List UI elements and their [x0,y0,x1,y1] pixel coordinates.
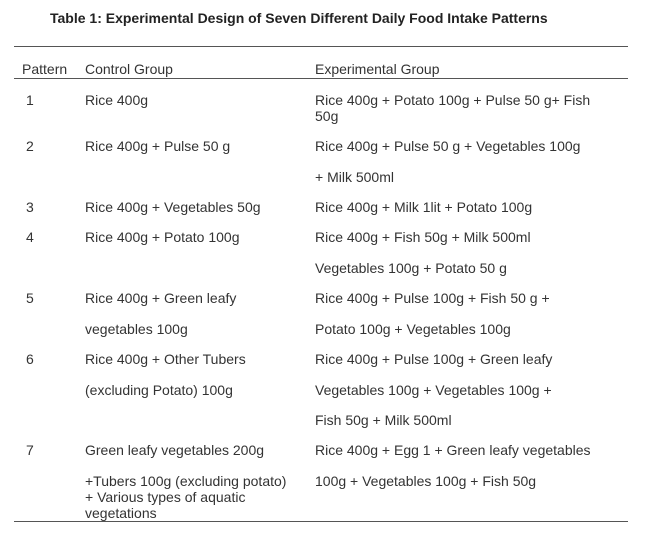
row-4-experimental-line-2: Vegetables 100g + Potato 50 g [315,260,507,276]
row-4-control-line-1: Rice 400g + Potato 100g [85,229,240,245]
row-4-experimental-line-1: Rice 400g + Fish 50g + Milk 500ml [315,229,531,245]
table-top-rule [14,46,628,47]
row-1-control-line-1: Rice 400g [85,92,149,108]
row-1-experimental-line-2: 50g [315,108,339,124]
row-5-experimental-line-2: Potato 100g + Vegetables 100g [315,321,511,337]
row-7-pattern: 7 [26,442,34,458]
row-7-control-line-3: + Various types of aquatic [85,489,246,505]
row-2-experimental-line-1: Rice 400g + Pulse 50 g + Vegetables 100g [315,138,581,154]
row-2-experimental-line-2: + Milk 500ml [315,169,394,185]
row-3-experimental-line-1: Rice 400g + Milk 1lit + Potato 100g [315,199,533,215]
row-7-control-line-4: vegetations [85,505,157,521]
row-2-pattern: 2 [26,138,34,154]
row-7-control-line-2: +Tubers 100g (excluding potato) [85,473,287,489]
row-7-control-line-1: Green leafy vegetables 200g [85,442,265,458]
row-6-experimental-line-3: Fish 50g + Milk 500ml [315,412,452,428]
row-1-experimental-line-1: Rice 400g + Potato 100g + Pulse 50 g+ Fish [315,92,591,108]
table-bottom-rule [14,521,628,522]
header-pattern: Pattern [22,61,68,77]
header-control-group: Control Group [85,61,173,77]
row-5-control-line-1: Rice 400g + Green leafy [85,290,237,306]
row-1-pattern: 1 [26,92,34,108]
row-6-experimental-line-2: Vegetables 100g + Vegetables 100g + [315,382,552,398]
row-7-experimental-line-1: Rice 400g + Egg 1 + Green leafy vegetables [315,442,591,458]
row-6-control-line-2: (excluding Potato) 100g [85,382,233,398]
row-5-experimental-line-1: Rice 400g + Pulse 100g + Fish 50 g + [315,290,550,306]
row-5-pattern: 5 [26,290,34,306]
header-experimental-group: Experimental Group [315,61,440,77]
table-header-rule [14,78,628,79]
row-6-pattern: 6 [26,351,34,367]
table-title: Table 1: Experimental Design of Seven Different Daily Food Intake Patterns [50,10,548,26]
row-3-control-line-1: Rice 400g + Vegetables 50g [85,199,261,215]
row-6-control-line-1: Rice 400g + Other Tubers [85,351,246,367]
row-7-experimental-line-2: 100g + Vegetables 100g + Fish 50g [315,473,537,489]
row-2-control-line-1: Rice 400g + Pulse 50 g [85,138,231,154]
row-6-experimental-line-1: Rice 400g + Pulse 100g + Green leafy [315,351,553,367]
row-4-pattern: 4 [26,229,34,245]
row-5-control-line-2: vegetables 100g [85,321,188,337]
row-3-pattern: 3 [26,199,34,215]
